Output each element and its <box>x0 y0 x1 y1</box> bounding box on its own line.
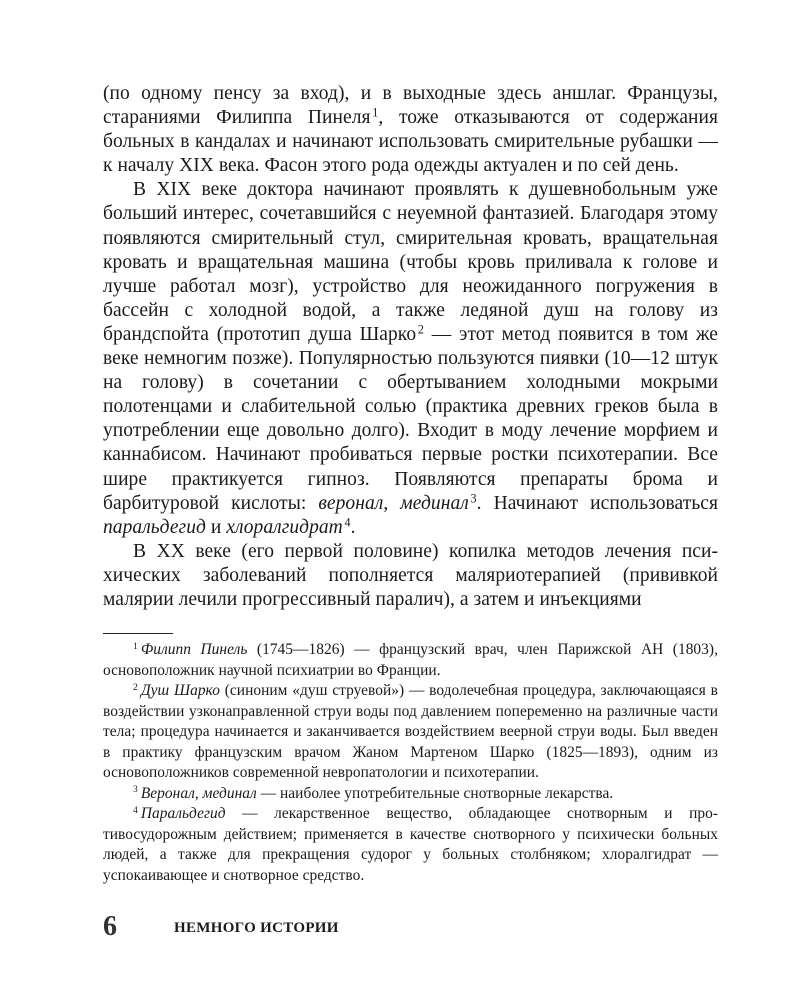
footnote-ref-3: 3 <box>470 490 477 505</box>
book-page <box>103 0 718 1000</box>
footnote-ref-2: 2 <box>417 322 424 337</box>
running-footer <box>103 912 718 942</box>
footnote-term: Душ Шарко <box>140 682 220 699</box>
term-paraldehyde: паральдегид <box>103 516 206 538</box>
footnote-3 <box>103 784 718 805</box>
paragraph-1-text-b: , тоже отказываются от содержания больных в кандалах и начинают использовать смирительные рубашки — к началу XIX века. Фасон этого рода одежды актуален и по сей день. <box>103 107 719 177</box>
footnote-number: 1 <box>133 640 138 652</box>
footnote-2 <box>103 681 718 784</box>
footnote-divider <box>103 633 173 634</box>
term-chloral-hydrate: хлоралгидрат <box>226 516 343 538</box>
footnote-1 <box>103 640 718 681</box>
page-number: 6 <box>103 911 117 942</box>
paragraph-1 <box>103 82 718 178</box>
main-text <box>103 82 718 612</box>
footnote-number: 3 <box>133 784 138 796</box>
footnote-number: 4 <box>133 804 138 816</box>
section-title: НЕМНОГО ИСТОРИИ <box>174 920 339 936</box>
footnote-term: Филипп Пинель <box>140 641 248 658</box>
footnote-text: (синоним «душ струевой») — водолечебная процедура, заключающаяся в воздействии узконаправленной струи воды под давлением попеременно на различные части тела; процедура начинается и заканчивается воздействием веерной струи воды. Был введен в практику французским врачом Жаном Мартеном Шарко (1825—1893), одним из основоположников современной невропатологии и психотерапии. <box>103 682 719 781</box>
paragraph-2-text-e: и <box>205 516 227 538</box>
footnote-4 <box>103 804 718 886</box>
paragraph-1-text-a: (по одному пенсу за вход), и в выходные здесь аншлаг. Французы, стараниями Филиппа Пинеля <box>103 83 718 129</box>
paragraph-2-text-b: — этот метод появится в том же веке немногим позже). Популярностью пользуются пиявки (10—12 штук на голову) в сочетании с обертыванием холодными мокрыми полотенцами и слабительной солью (практика древних греков была в употреблении еще довольно долго). Входит в моду лечение морфием и каннабисом. Начинают пробиваться первые ростки психотерапии. Все шире практикуется гипноз. Появляются препараты брома и барбитуровой кислоты: <box>103 323 718 514</box>
footnotes <box>103 640 718 886</box>
footnote-term: Веронал, мединал <box>140 784 257 802</box>
footnote-ref-4: 4 <box>344 515 351 530</box>
footnote-term: Паральдегид <box>140 805 226 822</box>
paragraph-2-text-c: , <box>383 492 401 514</box>
term-veronal: веронал <box>318 492 384 514</box>
footnote-text: — лекарственное вещество, обладающее снотворным и противосудорожным действием; применяется в качестве снотворного у психически больных людей, а также для прекращения судорог у больных столбняком; хлоралгидрат — успокаивающее и снотворное средство. <box>103 805 718 884</box>
footnote-number: 2 <box>133 681 138 693</box>
footnote-ref-1: 1 <box>372 105 379 120</box>
paragraph-2-text-d: . Начинают использоваться <box>476 492 718 514</box>
paragraph-2 <box>103 178 718 539</box>
term-medinal: мединал <box>400 492 469 514</box>
paragraph-3: В XX веке (его первой половине) копилка методов лечения психических заболеваний пополняется маляриотерапией (прививкой малярии лечили прогрессивный паралич), а затем и инъекциями <box>103 540 718 610</box>
footnote-text: — наиболее употребительные снотворные лекарства. <box>256 784 614 802</box>
paragraph-2-text-a: В XIX веке доктора начинают проявлять к душевнобольным уже больший интерес, сочетавшийся с неуемной фантазией. Благодаря этому появляются смирительный стул, смирительная кровать, вращательная кровать и вращательная машина (чтобы кровь приливала к голове и лучше работал мозг), устройство для неожиданного погружения в бассейн с холодной водой, а также ледяной душ на голову из брандспойта (прототип душа Шарко <box>103 179 718 345</box>
paragraph-2-text-f: . <box>350 516 356 538</box>
footnote-text: (1745—1826) — французский врач, член Парижской АН (1803), основоположник научной психиатрии во Франции. <box>103 641 718 679</box>
